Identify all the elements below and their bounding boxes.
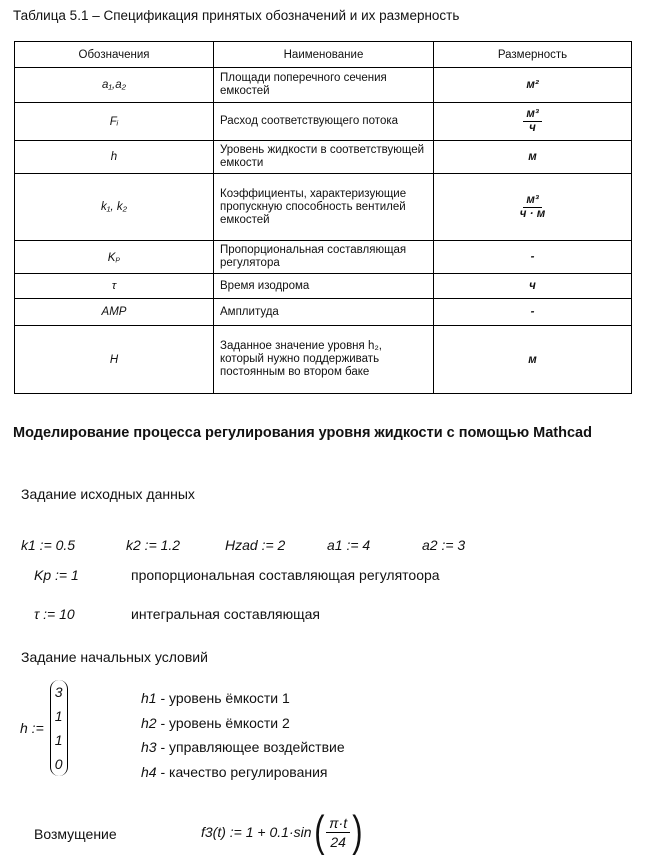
fraction-denominator: ч · м — [519, 207, 546, 220]
cell-dimension: м — [434, 141, 632, 174]
legend-item — [141, 760, 345, 785]
vector-value: 1 — [54, 732, 63, 748]
left-paren: ( — [313, 807, 324, 856]
cell-symbol: AMP — [15, 299, 214, 326]
param-k2: k2 := 1.2 — [126, 537, 181, 553]
table-row — [15, 241, 632, 274]
header-dimension: Размерность — [434, 42, 632, 68]
table-row — [15, 141, 632, 174]
disturbance-formula — [201, 807, 365, 856]
legend-symbol: h3 — [141, 739, 157, 755]
legend-item — [141, 735, 345, 760]
param-hzad: Hzad := 2 — [225, 537, 286, 553]
dimension-fraction — [523, 108, 541, 135]
header-name: Наименование — [214, 42, 434, 68]
cell-name: Уровень жидкости в соответствующей емкости — [214, 141, 434, 174]
param-k1: k1 := 0.5 — [21, 537, 76, 553]
initial-data-label: Задание исходных данных — [21, 486, 195, 502]
cell-dimension — [434, 103, 632, 141]
table-caption: Таблица 5.1 – Спецификация принятых обозначений и их размерность — [13, 8, 460, 23]
section-title: Моделирование процесса регулирования уровня жидкости с помощью Mathcad — [13, 425, 592, 441]
cell-name: Время изодрома — [214, 274, 434, 299]
formula-fraction — [326, 814, 350, 851]
formula-lhs: f3(t) := 1 + 0.1·sin — [201, 824, 312, 840]
header-symbols: Обозначения — [15, 42, 214, 68]
cell-name: Коэффициенты, характеризующие пропускную способность вентилей емкостей — [214, 174, 434, 241]
fraction-numerator: м³ — [523, 108, 541, 122]
cell-symbol: τ — [15, 274, 214, 299]
cell-symbol: a₁,a₂ — [15, 68, 214, 103]
right-paren: ) — [352, 807, 363, 856]
cell-symbol: H — [15, 326, 214, 394]
vector-legend — [141, 686, 345, 784]
tau-expression: τ := 10 — [34, 606, 75, 622]
vector-values — [50, 680, 68, 776]
cell-dimension: м — [434, 326, 632, 394]
table-row — [15, 68, 632, 103]
cell-dimension: - — [434, 299, 632, 326]
table-header-row — [15, 42, 632, 68]
vector-lhs: h := — [20, 720, 44, 736]
tau-description: интегральная составляющая — [131, 606, 320, 622]
fraction-numerator: м³ — [523, 194, 541, 208]
table-row — [15, 326, 632, 394]
dimension-fraction — [517, 194, 548, 221]
cell-dimension — [434, 174, 632, 241]
legend-symbol: h1 — [141, 690, 157, 706]
table-row — [15, 274, 632, 299]
vector-value: 1 — [54, 708, 63, 724]
formula-numerator: π·t — [326, 814, 350, 833]
legend-item — [141, 686, 345, 711]
cell-name: Заданное значение уровня h₂, который нужно поддерживать постоянным во втором баке — [214, 326, 434, 394]
cell-dimension: ч — [434, 274, 632, 299]
vector-value: 0 — [54, 756, 63, 772]
param-a1: a1 := 4 — [327, 537, 371, 553]
param-a2: a2 := 3 — [422, 537, 466, 553]
cell-symbol: Fᵢ — [15, 103, 214, 141]
vector-value: 3 — [54, 684, 63, 700]
fraction-denominator: ч — [529, 122, 536, 134]
kp-expression: Kp := 1 — [34, 567, 79, 583]
table-row — [15, 299, 632, 326]
legend-text: - уровень ёмкости 2 — [156, 714, 290, 731]
cell-name: Амплитуда — [214, 299, 434, 326]
table-row — [15, 103, 632, 141]
disturbance-label: Возмущение — [34, 826, 117, 842]
kp-description: пропорциональная составляющая регулятоора — [131, 567, 440, 583]
specification-table — [14, 41, 632, 394]
legend-symbol: h4 — [141, 763, 157, 780]
initial-conditions-label: Задание начальных условий — [21, 649, 208, 665]
initial-vector — [20, 680, 68, 776]
cell-dimension: - — [434, 241, 632, 274]
legend-text: - качество регулирования — [156, 763, 328, 780]
formula-denominator: 24 — [330, 833, 346, 850]
cell-name: Площади поперечного сечения емкостей — [214, 68, 434, 103]
legend-symbol: h2 — [141, 714, 157, 731]
cell-name: Пропорциональная составляющая регулятора — [214, 241, 434, 274]
cell-symbol: k₁, k₂ — [15, 174, 214, 241]
legend-item — [141, 711, 345, 736]
cell-name: Расход соответствующего потока — [214, 103, 434, 141]
cell-symbol: Kₚ — [15, 241, 214, 274]
cell-dimension: м² — [434, 68, 632, 103]
cell-symbol: h — [15, 141, 214, 174]
legend-text: - управляющее воздействие — [156, 739, 345, 755]
legend-text: - уровень ёмкости 1 — [156, 690, 290, 706]
table-row — [15, 174, 632, 241]
